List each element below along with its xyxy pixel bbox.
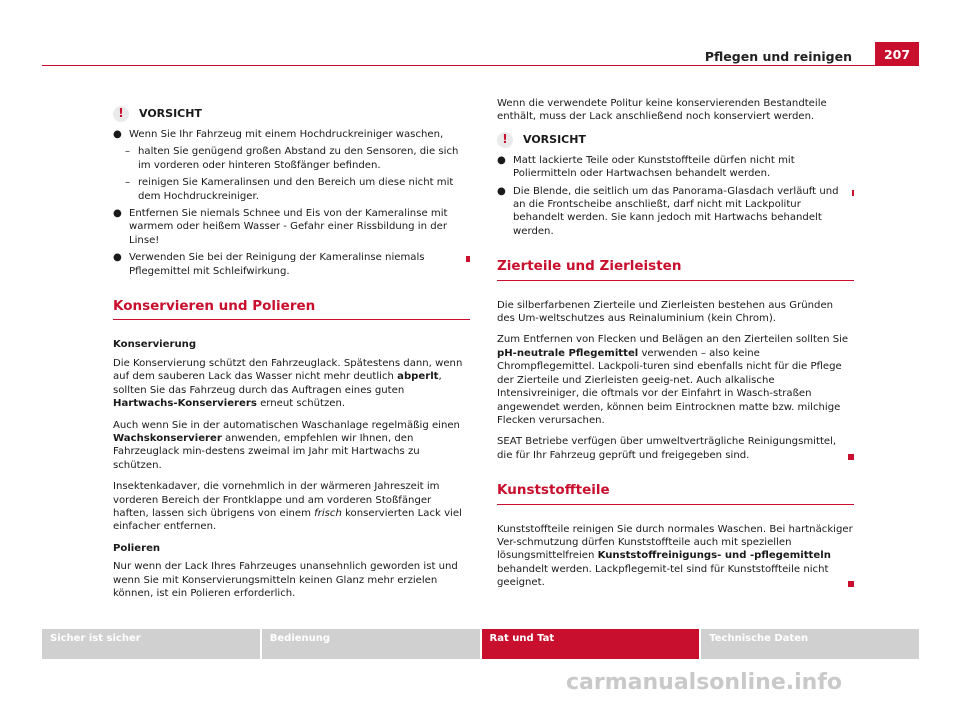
subheading-polieren: Polieren <box>113 542 161 554</box>
page-number: 207 <box>875 42 919 66</box>
subheading-konservierung: Konservierung <box>113 339 197 351</box>
warning-heading <box>497 132 854 148</box>
page-header-title: Pflegen und reinigen <box>704 49 852 64</box>
warning-icon: ! <box>497 132 513 148</box>
list-item: ● Matt lackierte Teile oder Kunststoffteile dürfen nicht mit Poliermitteln oder Hartwachsen behandelt werden. <box>497 154 795 180</box>
paragraph: Zum Entfernen von Flecken und Belägen an den Zierteilen sollten Sie pH-neutrale Pflegemittel verwenden – also keine Chrompflegemittel. Lackpoli-turen sind ebenfalls nicht für die Pflege der Zierteile und Zierleisten geeig-net. Auch alkalische Intensivreiniger, die oftmals vor der Einfahrt in Wasch-straßen angewendet werden, können beim Eintrocknen matte bzw. milchige Flecken verursachen. <box>497 334 849 426</box>
end-marker <box>466 256 470 262</box>
list-item: – halten Sie genügend großen Abstand zu den Sensoren, die sich im vorderen oder hinteren Stoßfänger befinden. <box>125 146 459 171</box>
list-item: ● Entfernen Sie niemals Schnee und Eis von der Kameralinse mit warmem oder heißem Wasser - Gefahr einer Rissbildung in der Linse! <box>113 208 448 246</box>
section-heading-zierteile: Zierteile und Zierleisten <box>497 260 854 280</box>
left-column <box>113 106 470 608</box>
paragraph: Insektenkadaver, die vornehmlich in der wärmeren Jahreszeit im vorderen Bereich der Frontklappe und am vorderen Stoßfänger haften, lassen sich übrigens von einem frisch konservierten Lack viel einfacher entfernen. <box>113 481 462 533</box>
right-column <box>497 97 854 598</box>
list-item: ● Wenn Sie Ihr Fahrzeug mit einem Hochdruckreiniger waschen, <box>113 129 444 140</box>
paragraph: Die Konservierung schützt den Fahrzeuglack. Spätestens dann, wenn auf dem sauberen Lack das Wasser nicht mehr deutlich abperlt, sollten Sie das Fahrzeug durch das Auftragen eines guten Hartwachs-Konservierers erneut schützen. <box>113 357 463 410</box>
section-heading-konservieren: Konservieren und Polieren <box>113 300 470 320</box>
warning-icon: ! <box>113 106 129 122</box>
end-marker <box>852 190 854 196</box>
list-item: ● Die Blende, die seitlich um das Panorama-Glasdach verläuft und an die Frontscheibe anschließt, darf nicht mit Lackpolitur behandelt werden. Sie kann jedoch mit Hartwachs behandelt werden. <box>497 185 854 239</box>
section-heading-kunststoffteile: Kunststoffteile <box>497 484 854 504</box>
end-marker <box>848 581 854 587</box>
warning-title: VORSICHT <box>139 107 202 121</box>
chapter-tab-bedienung[interactable]: Bedienung <box>262 629 480 659</box>
paragraph: SEAT Betriebe verfügen über umweltverträgliche Reinigungsmittel, die für Ihr Fahrzeug geprüft und freigegeben sind. <box>497 435 854 462</box>
chapter-tab-rat-und-tat[interactable]: Rat und Tat <box>482 629 700 659</box>
paragraph: Nur wenn der Lack Ihres Fahrzeuges unansehnlich geworden ist und wenn Sie mit Konservierungsmitteln keinen Glanz mehr erzielen können, ist ein Polieren erforderlich. <box>113 561 458 599</box>
chapter-tab-sicher[interactable]: Sicher ist sicher <box>42 629 260 659</box>
paragraph: Die silberfarbenen Zierteile und Zierleisten bestehen aus Gründen des Um-weltschutzes aus Reinaluminium (kein Chrom). <box>497 299 834 325</box>
list-item: ● Verwenden Sie bei der Reinigung der Kameralinse niemals Pflegemittel mit Schleifwirkung. <box>113 251 470 278</box>
paragraph: Wenn die verwendete Politur keine konservierenden Bestandteile enthält, muss der Lack anschließend noch konserviert werden. <box>497 98 827 123</box>
watermark: carmanualsonline.info <box>566 670 842 695</box>
footer-chapter-tabs <box>42 629 919 659</box>
warning-heading <box>113 106 470 122</box>
chapter-tab-technische-daten[interactable]: Technische Daten <box>701 629 919 659</box>
warning-title: VORSICHT <box>523 133 586 147</box>
paragraph: Kunststoffteile reinigen Sie durch normales Waschen. Bei hartnäckiger Ver-schmutzung dürfen Kunststoffteile auch mit speziellen lösungsmittelfreien Kunststoffreinigungs- und -pflegemitteln behandelt werden. Lackpflegemit-tel sind für Kunststoffteile nicht geeignet. <box>497 523 853 589</box>
paragraph: Auch wenn Sie in der automatischen Waschanlage regelmäßig einen Wachskonservierer anwenden, empfehlen wir Ihnen, den Fahrzeuglack min-destens zweimal im Jahr mit Hartwachs zu schützen. <box>113 419 460 471</box>
header-rule <box>42 65 919 66</box>
list-item: – reinigen Sie Kameralinsen und den Bereich um diese nicht mit dem Hochdruckreiniger. <box>125 177 454 202</box>
end-marker <box>848 454 854 460</box>
